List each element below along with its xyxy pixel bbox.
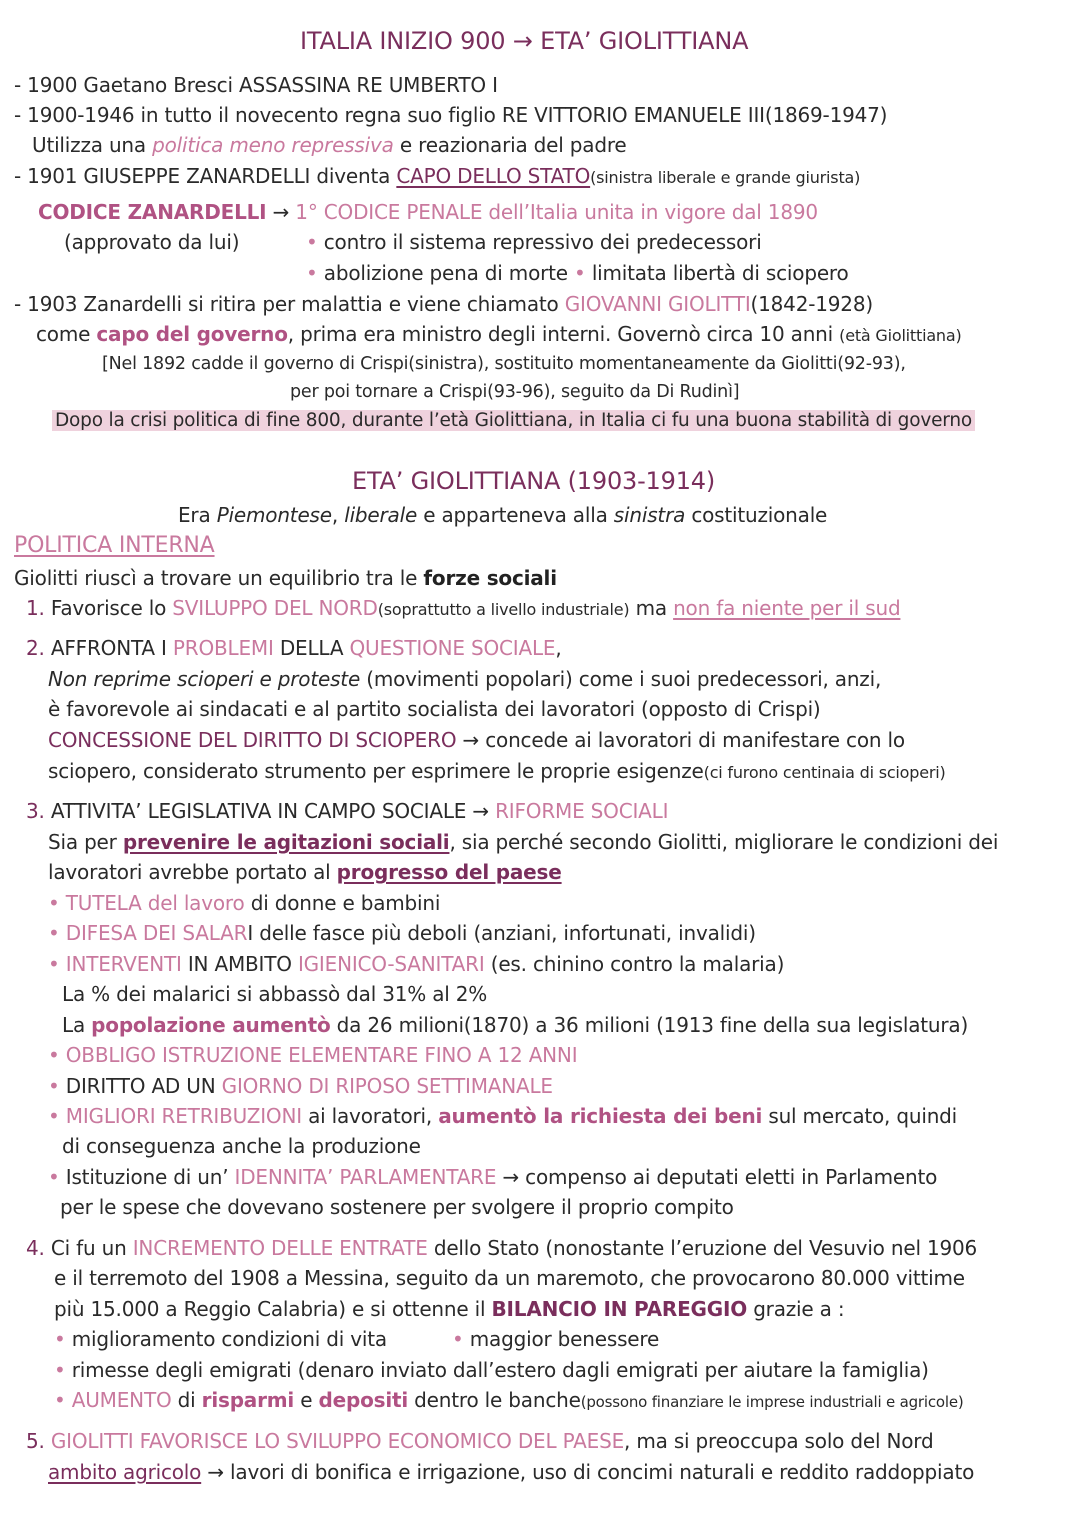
point-3-bullet-indennita: • Istituzione di un’ IDENNITA’ PARLAMENTARE → compenso ai deputati eletti in Parlamento	[48, 1165, 938, 1189]
title-eta-giolittiana: ETA’ GIOLITTIANA (1903-1914)	[352, 467, 715, 495]
point-3-line-2: Sia per prevenire le agitazioni sociali, sia perché secondo Giolitti, migliorare le condizioni dei	[48, 830, 999, 854]
point-3-produzione: di conseguenza anche la produzione	[62, 1134, 421, 1158]
line-crispi-2: per poi tornare a Crispi(93-96), seguito da Di Rudinì]	[290, 382, 740, 402]
line-politica: Utilizza una politica meno repressiva e reazionaria del padre	[32, 133, 627, 157]
point-3-bullet-tutela: • TUTELA del lavoro di donne e bambini	[48, 891, 441, 915]
point-3-popolazione: La popolazione aumentò da 26 milioni(1870) a 36 milioni (1913 fine della sua legislatura)	[62, 1013, 969, 1037]
point-4-bullet-rimesse: • rimesse degli emigrati (denaro inviato dall’estero dagli emigrati per aiutare la famiglia)	[54, 1358, 929, 1382]
point-3-bullet-riposo: • DIRITTO AD UN GIORNO DI RIPOSO SETTIMANALE	[48, 1074, 553, 1098]
point-3-line-3: lavoratori avrebbe portato al progresso del paese	[48, 860, 562, 884]
point-4-line-3: più 15.000 a Reggio Calabria) e si ottenne il BILANCIO IN PAREGGIO grazie a :	[54, 1297, 845, 1321]
point-3-bullet-difesa: • DIFESA DEI SALARI delle fasce più deboli (anziani, infortunati, invalidi)	[48, 921, 756, 945]
heading-politica-interna: POLITICA INTERNA	[14, 533, 215, 558]
line-capo-governo: come capo del governo, prima era ministro degli interni. Governò circa 10 anni (età Giolittiana)	[36, 322, 962, 346]
line-piemontese: Era Piemontese, liberale e apparteneva alla sinistra costituzionale	[178, 503, 828, 527]
line-approvato: (approvato da lui)	[64, 230, 240, 254]
point-3-malarici: La % dei malarici si abbassò dal 31% al 2%	[62, 982, 488, 1006]
point-2-line-1: 2. AFFRONTA I PROBLEMI DELLA QUESTIONE SOCIALE,	[26, 636, 562, 660]
point-3-bullet-retribuzioni: • MIGLIORI RETRIBUZIONI ai lavoratori, aumentò la richiesta dei beni sul mercato, quindi	[48, 1104, 958, 1128]
point-4-line-2: e il terremoto del 1908 a Messina, seguito da un maremoto, che provocarono 80.000 vittime	[54, 1266, 965, 1290]
point-5-line-1: 5. GIOLITTI FAVORISCE LO SVILUPPO ECONOMICO DEL PAESE, ma si preoccupa solo del Nord	[26, 1429, 934, 1453]
line-1903-giolitti: - 1903 Zanardelli si ritira per malattia e viene chiamato GIOVANNI GIOLITTI(1842-1928)	[14, 292, 873, 316]
line-crispi-1: [Nel 1892 cadde il governo di Crispi(sinistra), sostituito momentaneamente da Giolitti(92-93),	[102, 354, 906, 374]
line-1900-bresci: - 1900 Gaetano Bresci ASSASSINA RE UMBERTO I	[14, 73, 498, 97]
title-italia-inizio-900: ITALIA INIZIO 900 → ETA’ GIOLITTIANA	[300, 27, 749, 55]
line-stabilita: Dopo la crisi politica di fine 800, durante l’età Giolittiana, in Italia ci fu una buona stabilità di governo	[52, 407, 975, 435]
point-2-line-4: CONCESSIONE DEL DIRITTO DI SCIOPERO → concede ai lavoratori di manifestare con lo	[48, 728, 905, 752]
point-4-line-1: 4. Ci fu un INCREMENTO DELLE ENTRATE dello Stato (nonostante l’eruzione del Vesuvio nel 1906	[26, 1236, 978, 1260]
point-2-line-5: sciopero, considerato strumento per esprimere le proprie esigenze(ci furono centinaia di scioperi)	[48, 759, 946, 783]
point-3-bullet-interventi: • INTERVENTI IN AMBITO IGIENICO-SANITARI (es. chinino contro la malaria)	[48, 952, 785, 976]
point-2-line-2: Non reprime scioperi e proteste (movimenti popolari) come i suoi predecessori, anzi,	[48, 667, 882, 691]
line-1900-1946: - 1900-1946 in tutto il novecento regna suo figlio RE VITTORIO EMANUELE III(1869-1947)	[14, 103, 888, 127]
point-4-bullet-condizioni: • miglioramento condizioni di vita	[54, 1327, 387, 1351]
point-4-bullet-benessere: • maggior benessere	[452, 1327, 660, 1351]
point-3-spese: per le spese che dovevano sostenere per svolgere il proprio compito	[60, 1195, 734, 1219]
line-abolizione: • abolizione pena di morte • limitata libertà di sciopero	[306, 261, 849, 285]
point-3-line-1: 3. ATTIVITA’ LEGISLATIVA IN CAMPO SOCIALE → RIFORME SOCIALI	[26, 799, 669, 823]
line-1901-zanardelli: - 1901 GIUSEPPE ZANARDELLI diventa CAPO DELLO STATO(sinistra liberale e grande giurista)	[14, 164, 861, 188]
point-1: 1. Favorisce lo SVILUPPO DEL NORD(soprattutto a livello industriale) ma non fa niente per il sud	[26, 596, 901, 620]
line-equilibrio: Giolitti riuscì a trovare un equilibrio tra le forze sociali	[14, 566, 557, 590]
point-2-line-3: è favorevole ai sindacati e al partito socialista dei lavoratori (opposto di Crispi)	[48, 697, 821, 721]
point-5-line-2: ambito agricolo → lavori di bonifica e irrigazione, uso di concimi naturali e reddito raddoppiato	[48, 1460, 975, 1484]
line-codice-zanardelli: CODICE ZANARDELLI → 1° CODICE PENALE dell’Italia unita in vigore dal 1890	[38, 200, 818, 224]
line-contro-sistema: • contro il sistema repressivo dei predecessori	[306, 230, 762, 254]
point-3-bullet-istruzione: • OBBLIGO ISTRUZIONE ELEMENTARE FINO A 12 ANNI	[48, 1043, 578, 1067]
point-4-bullet-aumento: • AUMENTO di risparmi e depositi dentro le banche(possono finanziare le imprese industriali e agricole)	[54, 1388, 964, 1412]
